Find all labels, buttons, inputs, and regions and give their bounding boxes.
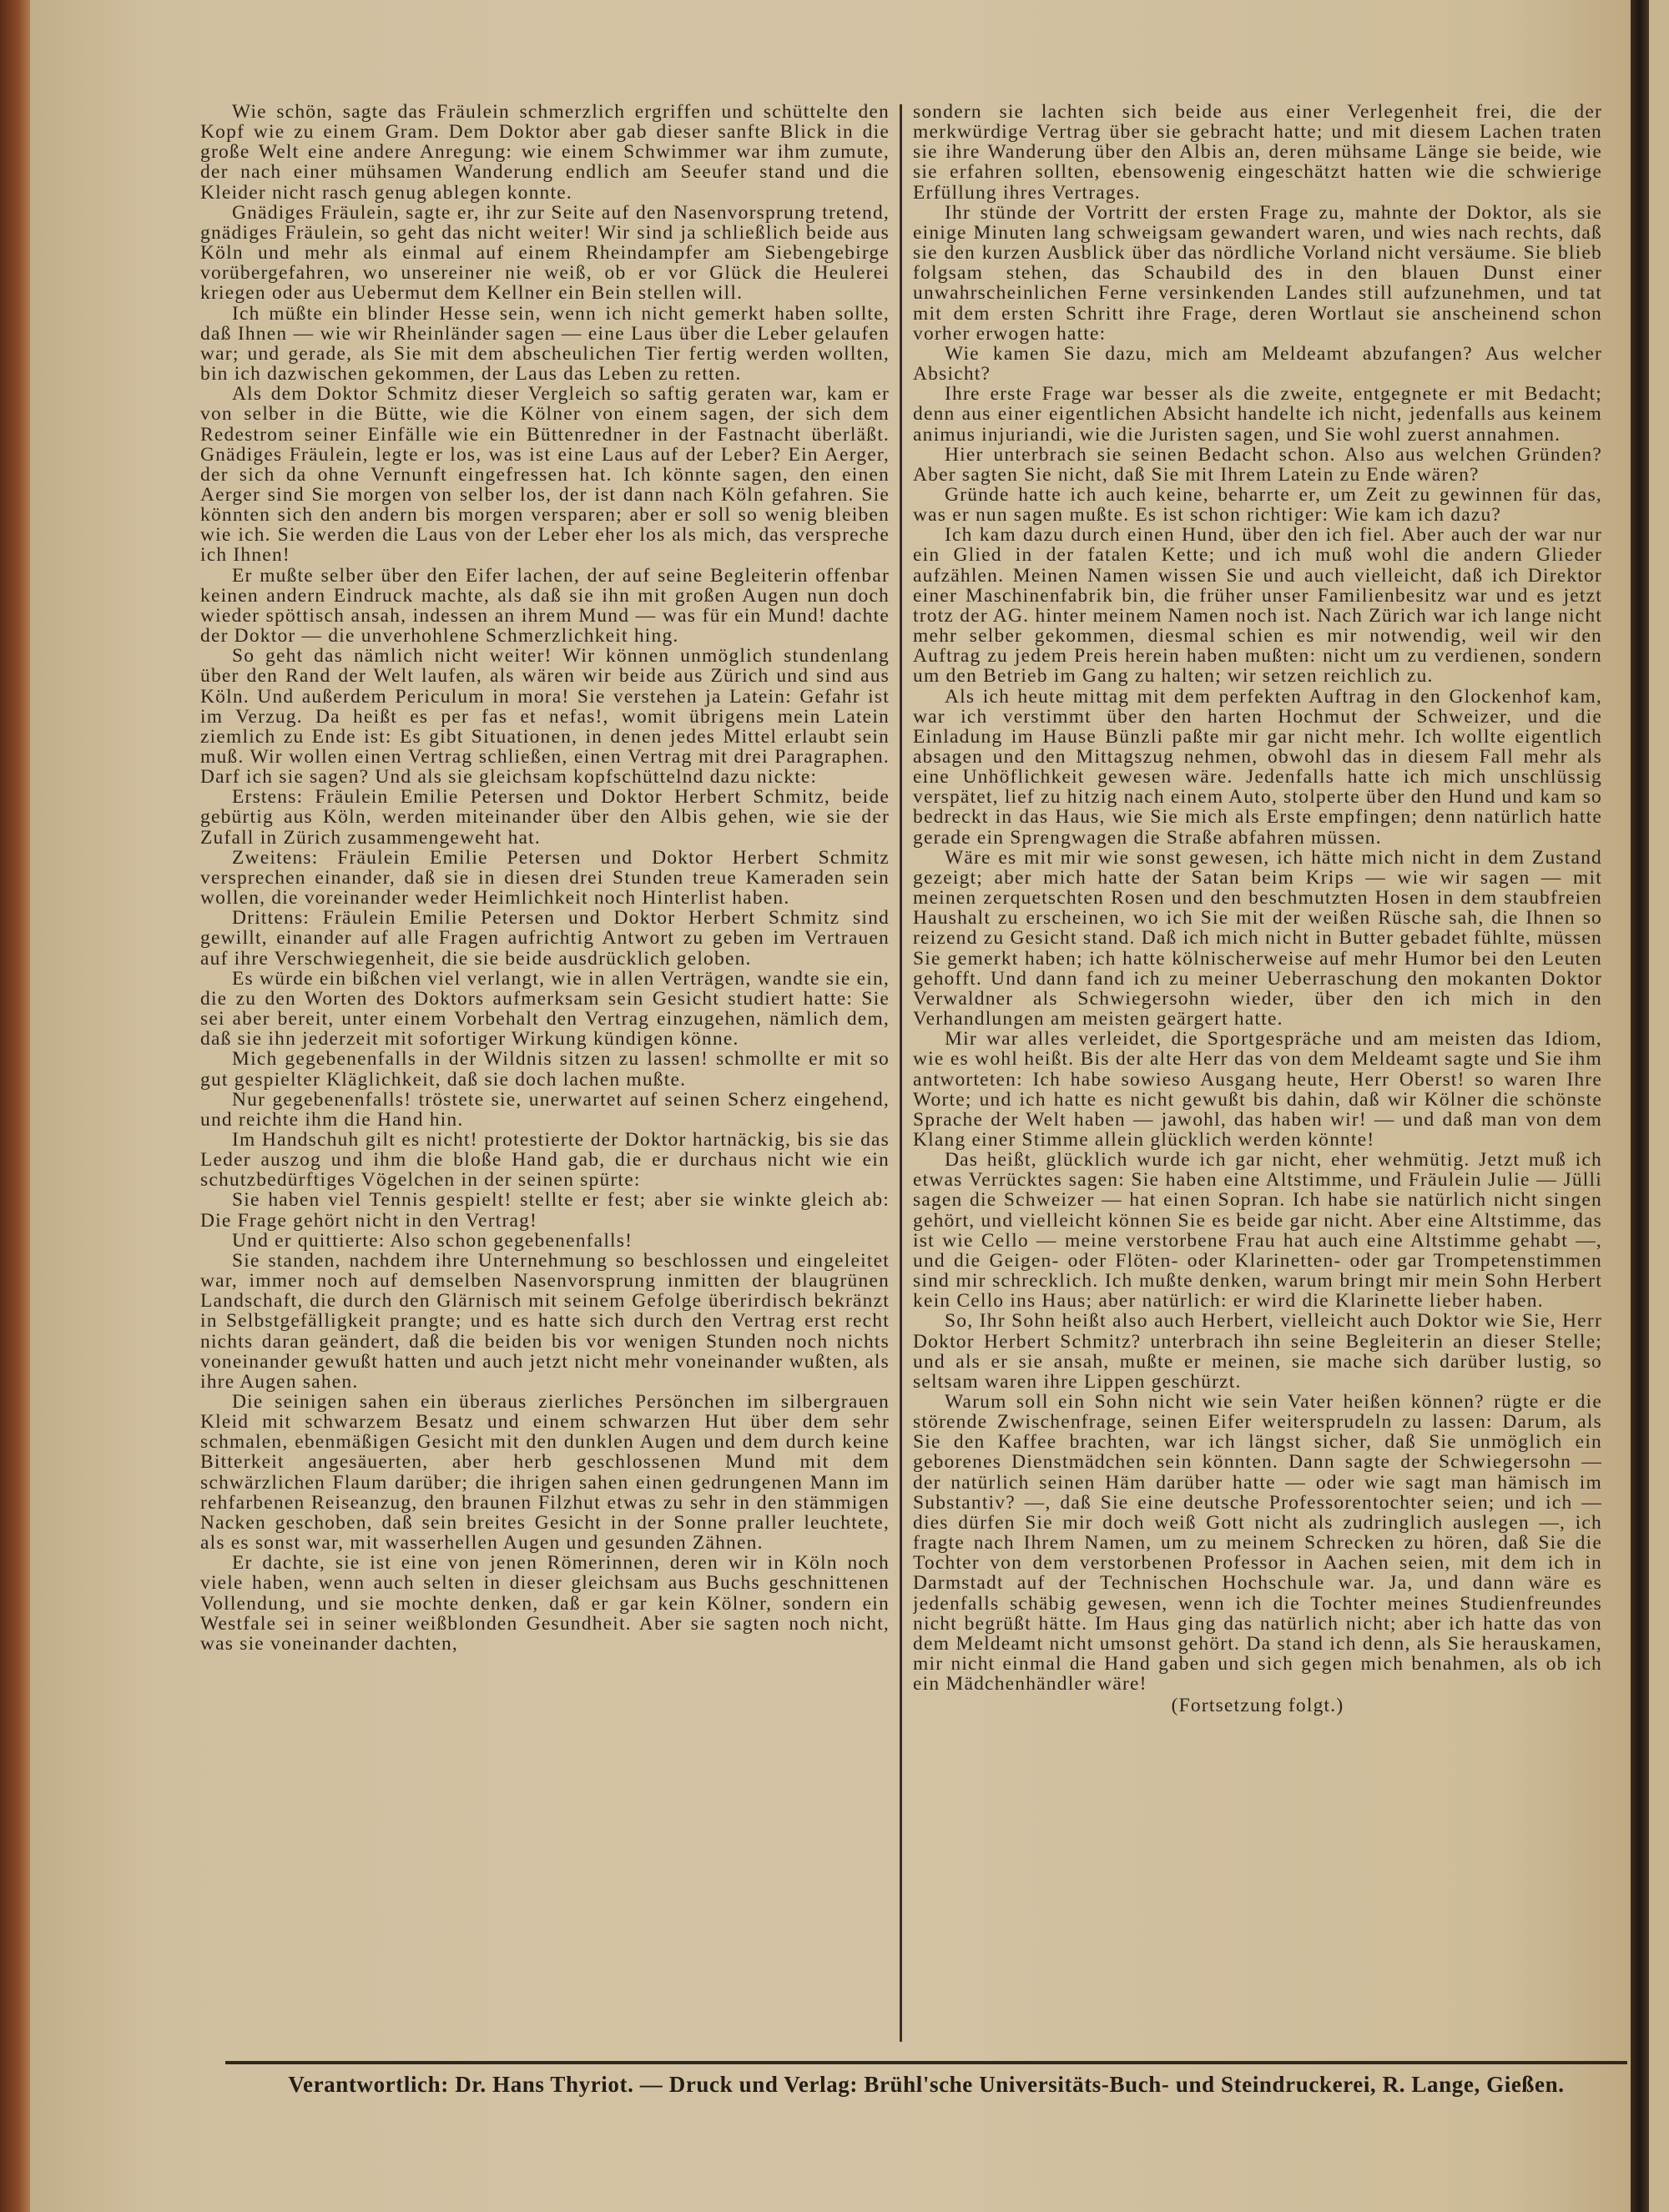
paragraph: sondern sie lachten sich beide aus einer Verlegenheit frei, die der merkwürdige Vertrag über sie gebracht hatte; und mit diesem Lachen traten sie ihre Wanderung über den Albis an, deren mühsame Länge sie beide, wie sie erfahren sollten, ebensowenig eingeschätzt hatten wie die schwierige Erfüllung ihres Vertrages. [913,102,1602,204]
paragraph: Drittens: Fräulein Emilie Petersen und Doktor Herbert Schmitz sind gewillt, einander auf alle Fragen aufrichtig Antwort zu geben im Vertrauen auf ihre Verschwiegenheit, die sie beide ausdrücklich geloben. [200,907,890,970]
paragraph: Ihre erste Frage war besser als die zweite, entgegnete er mit Bedacht; denn aus einer eigentlichen Absicht handelte ich nicht, jedenfalls aus keinem animus injuriandi, wie die Juristen sagen, und Sie wohl zuerst annahmen. [913,383,1602,446]
paragraph: Und er quittierte: Also schon gegebenenfalls! [232,1229,633,1252]
paragraph: Gnädiges Fräulein, sagte er, ihr zur Seite auf den Nasenvorsprung tretend, gnädiges Fräulein, so geht das nicht weiter! Wir sind ja schließlich beide aus Köln und mehr als einmal auf einem Rheindampfer am Siebengebirge vorübergefahren, wo unsereiner nie weiß, ob er vor Glück die Heulerei kriegen oder aus Uebermut dem Kellner ein Bein stellen will. [200,201,890,305]
paragraph: Die seinigen sahen ein überaus zierliches Persönchen im silbergrauen Kleid mit schwarzem Besatz und einem schwarzen Hut über dem sehr schmalen, ebenmäßigen Gesicht mit den dunklen Augen und dem durch keine Bitterkeit angesäuerten, aber herb geschlossenen Mund mit dem schwärzlichen Flaum darüber; die ihrigen sahen einen gedrungenen Mann im rehfarbenen Reiseanzug, den braunen Filzhut etwas zu sehr in den stämmigen Nacken geschoben, daß sein breites Gesicht in der Sonne praller leuchtete, als es sonst war, mit wasserhellen Augen und gesunden Zähnen. [200,1391,890,1554]
right-text-column [913,102,1602,2042]
page-gutter [1631,0,1649,2212]
paragraph: Ich kam dazu durch einen Hund, über den ich fiel. Aber auch der war nur ein Glied in der fatalen Kette; und ich muß wohl die andern Glieder aufzählen. Meinen Namen wissen Sie und auch vielleicht, daß ich Direktor einer Maschinenfabrik bin, die früher unser Familienbesitz war und es jetzt trotz der AG. hinter meinem Namen noch ist. Nach Zürich war ich lange nicht mehr selber gekommen, diesmal schien es mir notwendig, weil wir den Auftrag zu jedem Preis herein haben mußten: nicht um zu verdienen, sondern um den Betrieb im Gang zu halten; wir setzen reichlich zu. [913,524,1602,688]
paragraph: Als dem Doktor Schmitz dieser Vergleich so saftig geraten war, kam er von selber in die Bütte, wie die Kölner von einem sagen, der sich dem Redestrom seiner Einfälle wie ein Büttenredner in der Fastnacht überläßt. Gnädiges Fräulein, legte er los, was ist eine Laus auf der Leber? Ein Aerger, der sich da ohne Vernunft eingefressen hat. Ich könnte sagen, den einen Aerger sind Sie morgen von selber los, der ist dann nach Köln gefahren. Sie könnten sich den andern bis morgen versparen; aber er soll so wenig bleiben wie ich. Sie werden die Laus von der Leber eher los als mich, das verspreche ich Ihnen! [200,383,890,567]
paragraph: Ihr stünde der Vortritt der ersten Frage zu, mahnte der Doktor, als sie einige Minuten lang schweigsam gewandert waren, und wies nach rechts, daß sie den kurzen Ausblick über das nördliche Vorland nicht versäume. Sie blieb folgsam stehen, das Schaubild des in den blauen Dunst einer unwahrscheinlichen Ferne versinkenden Landes still aufzunehmen, und tat mit dem ersten Schritt ihre Frage, deren Wortlaut sie anscheinend schon vorher erwogen hatte: [913,201,1602,345]
paragraph: Mir war alles verleidet, die Sportgespräche und am meisten das Idiom, wie es wohl heißt. Bis der alte Herr das von dem Meldeamt sagte und Sie ihm antworteten: Ich habe sowieso Ausgang heute, Herr Oberst! so waren Ihre Worte; und ich hatte es nicht gewußt bis dahin, daß wir Kölner die schönste Sprache der Welt haben — jawohl, das haben wir! — und daß man von dem Klang einer Stimme allein glücklich werden könnte! [913,1028,1602,1151]
imprint-footer: Verantwortlich: Dr. Hans Thyriot. — Druck und Verlag: Brühl'sche Universitäts-Buch- und Steindruckerei, R. Lange, Gießen. [288,2072,1565,2097]
paragraph: Er mußte selber über den Eifer lachen, der auf seine Begleiterin offenbar keinen andern Eindruck machte, als daß sie ihn mit großen Augen nun doch wieder spöttisch ansah, indessen an ihrem Mund — was für ein Mund! dachte der Doktor — die unverhohlene Schmerzlichkeit hing. [200,564,890,647]
book-binding [0,0,30,2212]
paragraph: Er dachte, sie ist eine von jenen Römerinnen, deren wir in Köln noch viele haben, wenn auch selten in dieser gleichsam aus Buchs geschnittenen Vollendung, und sie mochte denken, daß er gar kein Kölner, sondern ein Westfale sei in seiner weißblonden Gesundheit. Aber sie sagten noch nicht, was sie voneinander dachten, [200,1552,890,1655]
paragraph: Als ich heute mittag mit dem perfekten Auftrag in den Glockenhof kam, war ich verstimmt über den harten Hochmut der Schweizer, und die Einladung im Hause Bünzli paßte mir gar nicht mehr. Ich wollte eigentlich absagen und den Mittagszug nehmen, obwohl das in diesem Fall mehr als eine Unhöflichkeit gewesen wäre. Jedenfalls hatte ich mich unschlüssig verspätet, lief zu hitzig nach einem Auto, stolperte über den Hund und kam so bedreckt in das Haus, wie Sie mich als Erste empfingen; denn natürlich hatte gerade ein Sprengwagen die Straße abfahren müssen. [913,685,1602,849]
paragraph: Zweitens: Fräulein Emilie Petersen und Doktor Herbert Schmitz versprechen einander, daß sie in diesen drei Stunden treue Kameraden sein wollen, die voreinander weder Heimlichkeit noch Hinterlist haben. [200,846,890,909]
paragraph: Erstens: Fräulein Emilie Petersen und Doktor Herbert Schmitz, beide gebürtig aus Köln, werden miteinander über den Albis gehen, wie sie der Zufall in Zürich zusammengeweht hat. [200,786,890,849]
paragraph: Es würde ein bißchen viel verlangt, wie in allen Verträgen, wandte sie ein, die zu den Worten des Doktors aufmerksam sein Gesicht studiert hatte: Sie sei aber bereit, unter einem Vorbehalt den Vertrag einzugehen, nämlich dem, daß sie ihn jederzeit mit sofortiger Wirkung kündigen könne. [200,967,890,1051]
paragraph: Mich gegebenenfalls in der Wildnis sitzen zu lassen! schmollte er mit so gut gespielter Kläglichkeit, daß sie doch lachen mußte. [200,1048,890,1091]
paragraph: So, Ihr Sohn heißt also auch Herbert, vielleicht auch Doktor wie Sie, Herr Doktor Herbert Schmitz? unterbrach ihn seine Begleiterin an dieser Stelle; und als er sie ansah, mußte er meinen, sie mache sich darüber lustig, so seltsam waren ihre Lippen geschürzt. [913,1310,1602,1393]
paragraph: Das heißt, glücklich wurde ich gar nicht, eher wehmütig. Jetzt muß ich etwas Verrücktes sagen: Sie haben eine Altstimme, und Fräulein Julie — Jülli sagen die Schweizer — hat einen Sopran. Ich habe sie natürlich nicht singen gehört, und vielleicht können Sie es beide gar nicht. Aber eine Altstimme, das ist wie Cello — meine verstorbene Frau hat auch eine Altstimme gehabt —, und die Geigen- oder Flöten- oder Klarinetten- oder gar Trompetenstimmen sind mir schrecklich. Ich mußte denken, warum bringt mir mein Sohn Herbert kein Cello ins Haus; aber natürlich: er wird die Klarinette lieber haben. [913,1149,1602,1313]
paragraph: Hier unterbrach sie seinen Bedacht schon. Also aus welchen Gründen? Aber sagten Sie nicht, daß Sie mit Ihrem Latein zu Ende wären? [913,443,1602,486]
paragraph: Gründe hatte ich auch keine, beharrte er, um Zeit zu gewinnen für das, was er nun sagen mußte. Es ist schon richtiger: Wie kam ich dazu? [913,483,1602,527]
paragraph: So geht das nämlich nicht weiter! Wir können unmöglich stundenlang über den Rand der Welt laufen, als wären wir beide aus Zürich und sind aus Köln. Und außerdem Periculum in mora! Sie verstehen ja Latein: Gefahr ist im Verzug. Da heißt es per fas et nefas!, womit übrigens mein Latein ziemlich zu Ende ist: Es gibt Situationen, in denen jedes Mittel erlaubt sein muß. Wir wollen einen Vertrag schließen, einen Vertrag mit drei Paragraphen. Darf ich sie sagen? Und als sie gleichsam kopfschüttelnd dazu nickte: [200,645,890,789]
paragraph: Wäre es mit mir wie sonst gewesen, ich hätte mich nicht in dem Zustand gezeigt; aber mich hatte der Satan beim Krips — wie wir sagen — mit meinen zerquetschten Rosen und den beschmutzten Hosen in dem staubfreien Haushalt zu erscheinen, wo ich Sie mit der weißen Rüsche sah, die Ihnen so reizend zu Gesicht stand. Daß ich mich nicht in Butter gebadet fühlte, müssen Sie gemerkt haben; ich hatte kölnischerweise auf mehr Humor bei den Leuten gehofft. Und dann fand ich zu meiner Ueberraschung den mokanten Doktor Verwaldner als Schwiegersohn wieder, über den ich mich in den Verhandlungen am meisten geärgert hatte. [913,846,1602,1030]
paragraph: Nur gegebenenfalls! tröstete sie, unerwartet auf seinen Scherz eingehend, und reichte ihm die Hand hin. [200,1088,890,1131]
paragraph: Warum soll ein Sohn nicht wie sein Vater heißen können? rügte er die störende Zwischenfrage, seinen Eifer weitersprudeln zu lassen: Darum, als Sie den Kaffee brachten, war ich längst sicher, daß Sie unmöglich ein geborenes Dienstmädchen sein könnten. Dann sagte der Schwiegersohn — der natürlich seinen Häm darüber hatte — oder wie sagt man hämisch im Substantiv? —, daß Sie eine deutsche Professorentochter seien; und ich — dies dürfen Sie mir doch weiß Gott nicht als zudringlich auslegen —, ich fragte nach Ihrem Namen, um zu meinem Schrecken zu hören, daß Sie die Tochter von dem verstorbenen Professor in Aachen seien, mit dem ich in Darmstadt auf der Technischen Hochschule war. Ja, und dann wäre es jedenfalls schäbig gewesen, wenn ich die Tochter meines Studienfreundes nicht begrüßt hätte. Im Haus ging das natürlich nicht; aber ich hatte das von dem Meldeamt nicht umsonst gehört. Da stand ich denn, als Sie herauskamen, mir nicht einmal die Hand gaben und sich gegen mich benahmen, als ob ich ein Mädchenhändler wäre! [913,1391,1602,1696]
paragraph: Wie kamen Sie dazu, mich am Meldeamt abzufangen? Aus welcher Absicht? [913,342,1602,385]
paragraph: Ich müßte ein blinder Hesse sein, wenn ich nicht gemerkt haben sollte, daß Ihnen — wie wir Rheinländer sagen — eine Laus über die Leber gelaufen war; und gerade, als Sie mit dem abscheulichen Tier fertig werden wollten, bin ich dazwischen gekommen, der Laus das Leben zu retten. [200,302,890,385]
footer-rule [225,2061,1627,2064]
paragraph: Wie schön, sagte das Fräulein schmerzlich ergriffen und schüttelte den Kopf wie zu einem Gram. Dem Doktor aber gab dieser sanfte Blick in die große Welt eine andere Anregung: wie einem Schwimmer war ihm zumute, der nach einer mühsamen Wanderung endlich am Seeufer stand und die Kleider nicht rasch genug ablegen konnte. [200,102,890,204]
column-divider [900,104,902,2042]
next-page-edge [1649,0,1669,2212]
left-text-column [200,102,890,2042]
paragraph: Im Handschuh gilt es nicht! protestierte der Doktor hartnäckig, bis sie das Leder auszog und ihm die bloße Hand gab, die er durchaus nicht wie ein schutzbedürftiges Vögelchen in der seinen spürte: [200,1128,890,1192]
paragraph: Sie haben viel Tennis gespielt! stellte er fest; aber sie winkte gleich ab: Die Frage gehört nicht in den Vertrag! [200,1189,890,1232]
paragraph: Sie standen, nachdem ihre Unternehmung so beschlossen und eingeleitet war, immer noch auf demselben Nasenvorsprung inmitten der blaugrünen Landschaft, die durch den Glärnisch mit seinem Gefolge überirdisch bekränzt in Selbstgefälligkeit prangte; und es hatte sich durch den Vertrag erst recht nichts daran geändert, daß die beiden bis vor wenigen Stunden noch nichts voneinander gewußt hatten und auch jetzt nicht mehr voneinander wußten, als ihre Augen sahen. [200,1249,890,1393]
continuation-note: (Fortsetzung folgt.) [1171,1695,1344,1717]
